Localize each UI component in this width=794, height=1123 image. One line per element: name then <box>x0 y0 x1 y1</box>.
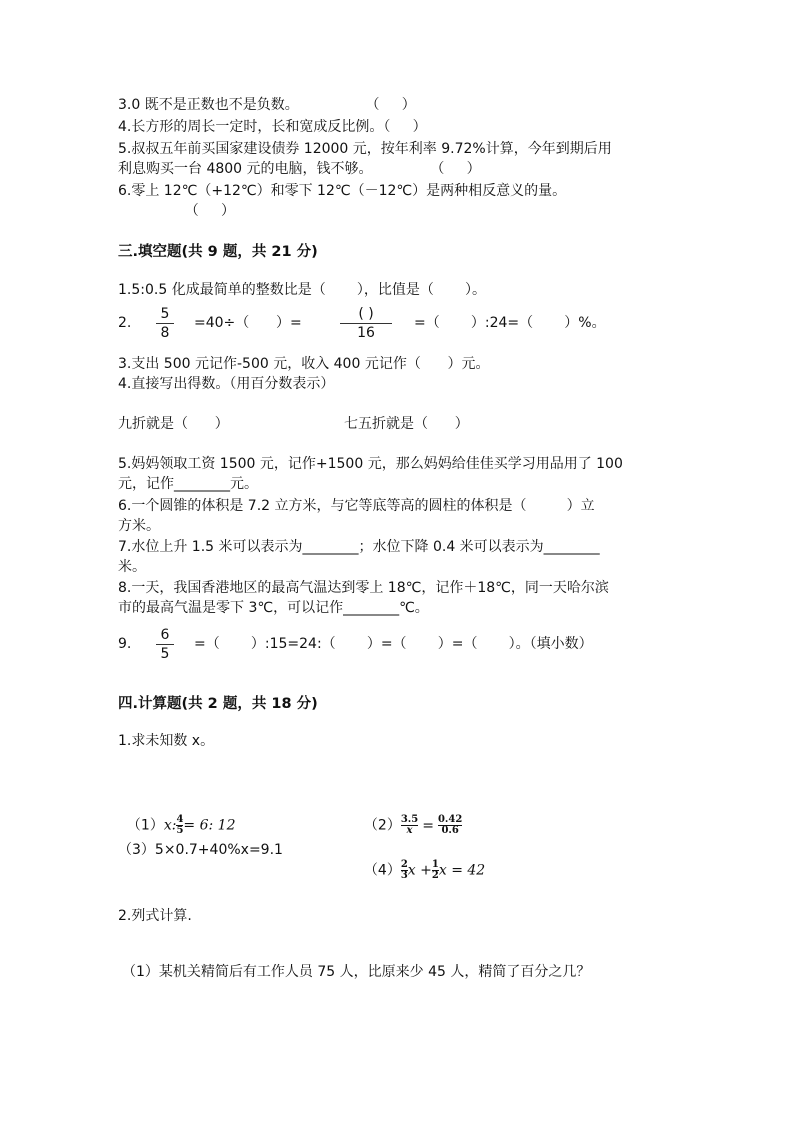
fraction-numerator: 6 <box>160 627 170 643</box>
fill-item-4-a: 九折就是（ ） <box>118 416 229 432</box>
equation-4-fraction-1 <box>401 860 408 881</box>
calc-item-1: 1.求未知数 x。 <box>118 733 215 749</box>
judge-item-5-line2: 利息购买一台 4800 元的电脑，钱不够。 （ ） <box>118 161 481 177</box>
fill-item-9-label: 9. <box>118 636 132 652</box>
fraction-numerator: 2 <box>400 859 408 870</box>
judge-item-6-line1: 6.零上 12℃（+12℃）和零下 12℃（－12℃）是两种相反意义的量。 <box>118 183 567 199</box>
fraction-numerator: 3.5 <box>400 814 419 825</box>
fraction-denominator: 5 <box>160 646 170 662</box>
judge-item-5-line1: 5.叔叔五年前买国家建设债券 12000 元，按年利率 9.72%计算，今年到期后用 <box>118 141 612 157</box>
fraction-bar <box>156 323 174 324</box>
equation-4 <box>355 840 485 881</box>
fill-item-2-tail: =（ ）:24=（ ）%。 <box>414 315 606 331</box>
fraction-denominator: 3 <box>400 870 408 881</box>
fraction-denominator: x <box>401 825 418 836</box>
fill-item-8-line2: 市的最高气温是零下 3℃，可以记作________℃。 <box>118 600 429 616</box>
fraction-bar <box>340 323 392 324</box>
fraction-denominator: 16 <box>357 325 375 341</box>
section-4-title: 四.计算题(共 2 题，共 18 分) <box>118 696 318 712</box>
equation-4-label: （4） <box>363 862 401 879</box>
equation-4-term-1: x + <box>407 862 432 879</box>
judge-item-4: 4.长方形的周长一定时，长和宽成反比例。（ ） <box>118 119 427 135</box>
fill-item-2-fraction <box>156 306 174 341</box>
equation-1-rhs: = 6: 12 <box>183 817 236 834</box>
equation-4-fraction-2 <box>432 860 439 881</box>
fraction-numerator: 1 <box>431 859 439 870</box>
fraction-bar <box>156 644 174 645</box>
equation-1-lhs: x: <box>163 817 177 834</box>
fill-item-2-middle: =40÷（ ）= <box>194 315 302 331</box>
fill-item-5-line1: 5.妈妈领取工资 1500 元，记作+1500 元，那么妈妈给佳佳买学习用品用了 100 <box>118 456 623 472</box>
fraction-numerator: 0.42 <box>437 814 463 825</box>
fraction-denominator: 0.6 <box>438 825 462 836</box>
equation-2-label: （2） <box>363 817 401 834</box>
fraction-denominator: 8 <box>160 325 170 341</box>
equation-1-label: （1） <box>126 817 164 834</box>
equation-2-equals: = <box>422 817 434 834</box>
fraction-numerator: 5 <box>160 306 170 322</box>
fill-item-9-tail: =（ ）:15=24:（ ）=（ ）=（ ）。（填小数） <box>194 636 593 652</box>
fill-item-7-line2: 米。 <box>118 559 146 575</box>
equation-1 <box>118 795 236 836</box>
fill-item-2-fraction-blank <box>340 306 392 341</box>
equation-2-right-fraction <box>438 815 462 836</box>
fraction-numerator: 4 <box>176 814 184 825</box>
fraction-numerator: ( ) <box>358 306 374 322</box>
fill-item-4: 4.直接写出得数。（用百分数表示） <box>118 376 335 392</box>
fill-item-6-line2: 方米。 <box>118 518 160 534</box>
fill-item-6-line1: 6.一个圆锥的体积是 7.2 立方米，与它等底等高的圆柱的体积是（ ）立 <box>118 498 595 514</box>
fill-item-3: 3.支出 500 元记作-500 元，收入 400 元记作（ ）元。 <box>118 356 490 372</box>
calc-item-2-1: （1）某机关精简后有工作人员 75 人，比原来少 45 人，精简了百分之几？ <box>122 964 591 980</box>
judge-item-3: 3.0 既不是正数也不是负数。 （ ） <box>118 97 416 113</box>
fraction-denominator: 5 <box>176 825 184 836</box>
fill-item-4-b: 七五折就是（ ） <box>344 416 469 432</box>
equation-4-term-2: x = 42 <box>438 862 486 879</box>
equation-2 <box>355 795 462 836</box>
fill-item-8-line1: 8.一天，我国香港地区的最高气温达到零上 18℃，记作＋18℃，同一天哈尔滨 <box>118 580 609 596</box>
judge-item-6-line2: （ ） <box>118 203 236 219</box>
fraction-denominator: 2 <box>431 870 439 881</box>
calc-item-2: 2.列式计算. <box>118 908 192 924</box>
fill-item-1: 1.5:0.5 化成最简单的整数比是（ ），比值是（ ）。 <box>118 282 486 298</box>
fill-item-5-line2: 元，记作________元。 <box>118 476 258 492</box>
fill-item-7-line1: 7.水位上升 1.5 米可以表示为________；水位下降 0.4 米可以表示为________ <box>118 539 600 555</box>
section-3-title: 三.填空题(共 9 题，共 21 分) <box>118 244 318 260</box>
fill-item-9-fraction <box>156 627 174 662</box>
fill-item-2-label: 2. <box>118 315 132 331</box>
equation-2-left-fraction <box>401 815 418 836</box>
equation-3: （3）5×0.7+40%x=9.1 <box>118 842 283 858</box>
